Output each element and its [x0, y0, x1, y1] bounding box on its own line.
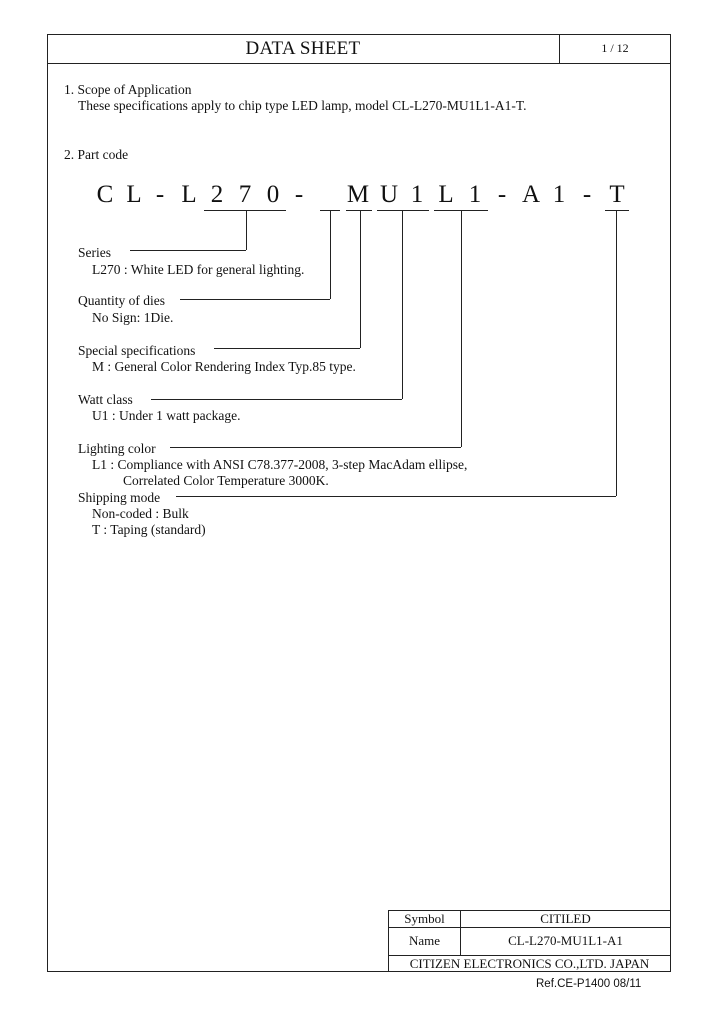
- symbol-label: Symbol: [404, 911, 445, 926]
- code-char-3: -: [155, 181, 165, 208]
- code-char-15: -: [497, 181, 507, 208]
- leader-watt-vertical: [402, 210, 403, 399]
- code-char-5: 2: [210, 181, 224, 208]
- lighting-label: Lighting color: [78, 441, 156, 456]
- lighting-desc-1: L1 : Compliance with ANSI C78.377-2008, 3-step MacAdam ellipse,: [92, 457, 468, 472]
- code-char-16: A: [521, 181, 541, 208]
- leader-special-vertical: [360, 210, 361, 348]
- code-char-2: L: [126, 181, 142, 208]
- page-number: 1 / 12: [601, 41, 629, 55]
- table-row-divider-1: [389, 927, 670, 928]
- leader-dies-vertical: [330, 210, 331, 299]
- leader-special-horizontal: [214, 348, 360, 349]
- leader-series-horizontal: [130, 250, 246, 251]
- special-desc: M : General Color Rendering Index Typ.85 type.: [92, 359, 356, 374]
- reference-code: Ref.CE-P1400 08/11: [536, 978, 642, 990]
- watt-label: Watt class: [78, 392, 133, 407]
- scope-text: These specifications apply to chip type LED lamp, model CL-L270-MU1L1-A1-T.: [78, 98, 527, 113]
- code-char-17: 1: [552, 181, 566, 208]
- code-char-1: C: [96, 181, 114, 208]
- leader-dies-horizontal: [180, 299, 330, 300]
- code-char-19: T: [609, 181, 625, 208]
- footer-table: [388, 910, 671, 972]
- scope-heading: 1. Scope of Application: [64, 82, 192, 97]
- part-code-heading: 2. Part code: [64, 147, 129, 162]
- code-char-6: 7: [238, 181, 252, 208]
- code-char-13: L: [438, 181, 454, 208]
- code-char-14: 1: [468, 181, 482, 208]
- leader-watt-horizontal: [151, 399, 402, 400]
- underline-series: [204, 210, 286, 211]
- name-value: CL-L270-MU1L1-A1: [508, 933, 623, 948]
- header-divider: [47, 63, 671, 64]
- dies-desc: No Sign: 1Die.: [92, 310, 174, 325]
- code-char-11: U: [379, 181, 399, 208]
- code-char-18: -: [582, 181, 592, 208]
- shipping-desc-1: Non-coded : Bulk: [92, 506, 189, 521]
- underline-shipping: [605, 210, 629, 211]
- code-char-4: L: [181, 181, 197, 208]
- shipping-label: Shipping mode: [78, 490, 161, 505]
- leader-series-vertical: [246, 210, 247, 250]
- series-desc: L270 : White LED for general lighting.: [92, 262, 305, 277]
- series-label: Series: [78, 245, 111, 260]
- underline-watt: [377, 210, 429, 211]
- leader-shipping-horizontal: [176, 496, 616, 497]
- page-title: DATA SHEET: [245, 38, 361, 59]
- underline-special: [346, 210, 372, 211]
- special-label: Special specifications: [78, 343, 196, 358]
- code-char-8: -: [294, 181, 304, 208]
- company-name: CITIZEN ELECTRONICS CO.,LTD. JAPAN: [409, 956, 650, 971]
- code-char-10: M: [346, 181, 370, 208]
- leader-lighting-horizontal: [170, 447, 461, 448]
- shipping-desc-2: T : Taping (standard): [92, 522, 206, 537]
- lighting-desc-2: Correlated Color Temperature 3000K.: [123, 473, 329, 488]
- code-char-12: 1: [410, 181, 424, 208]
- name-label: Name: [408, 933, 441, 948]
- leader-lighting-vertical: [461, 210, 462, 447]
- code-char-7: 0: [266, 181, 280, 208]
- leader-shipping-vertical: [616, 210, 617, 496]
- watt-desc: U1 : Under 1 watt package.: [92, 408, 241, 423]
- dies-label: Quantity of dies: [78, 293, 165, 308]
- symbol-value: CITILED: [540, 911, 591, 926]
